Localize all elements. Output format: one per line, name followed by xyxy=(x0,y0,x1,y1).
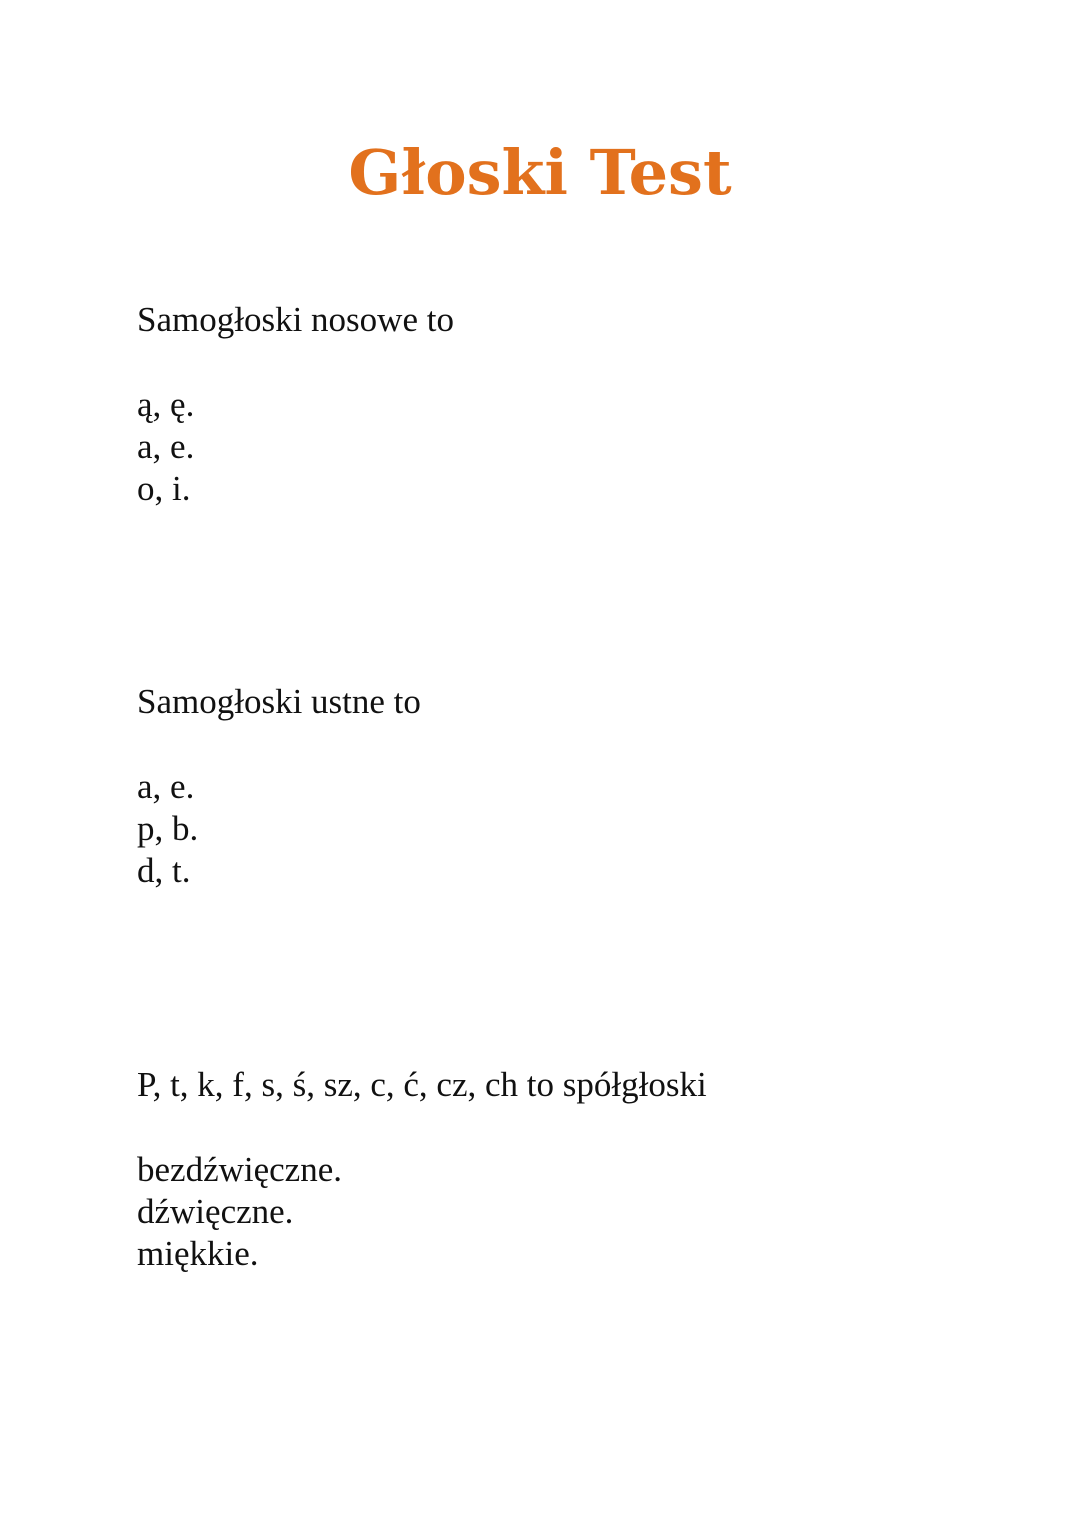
answer-option: dźwięczne. xyxy=(137,1192,294,1231)
answer-option: ą, ę. xyxy=(137,385,195,424)
answer-options xyxy=(137,1149,987,1275)
answer-option: d, t. xyxy=(137,851,191,890)
question-3 xyxy=(137,1063,987,1275)
answer-option: a, e. xyxy=(137,767,195,806)
question-2 xyxy=(137,680,987,892)
question-prompt: P, t, k, f, s, ś, sz, c, ć, cz, ch to spółgłoski xyxy=(137,1065,707,1104)
answer-options xyxy=(137,766,987,892)
answer-option: miękkie. xyxy=(137,1234,259,1273)
answer-option: o, i. xyxy=(137,469,191,508)
answer-option: a, e. xyxy=(137,427,195,466)
answer-option: bezdźwięczne. xyxy=(137,1150,342,1189)
answer-option: p, b. xyxy=(137,809,199,848)
answer-options xyxy=(137,384,987,510)
question-1 xyxy=(137,298,987,510)
question-prompt: Samogłoski nosowe to xyxy=(137,300,454,339)
question-prompt: Samogłoski ustne to xyxy=(137,682,421,721)
page-title: Głoski Test xyxy=(348,136,732,209)
